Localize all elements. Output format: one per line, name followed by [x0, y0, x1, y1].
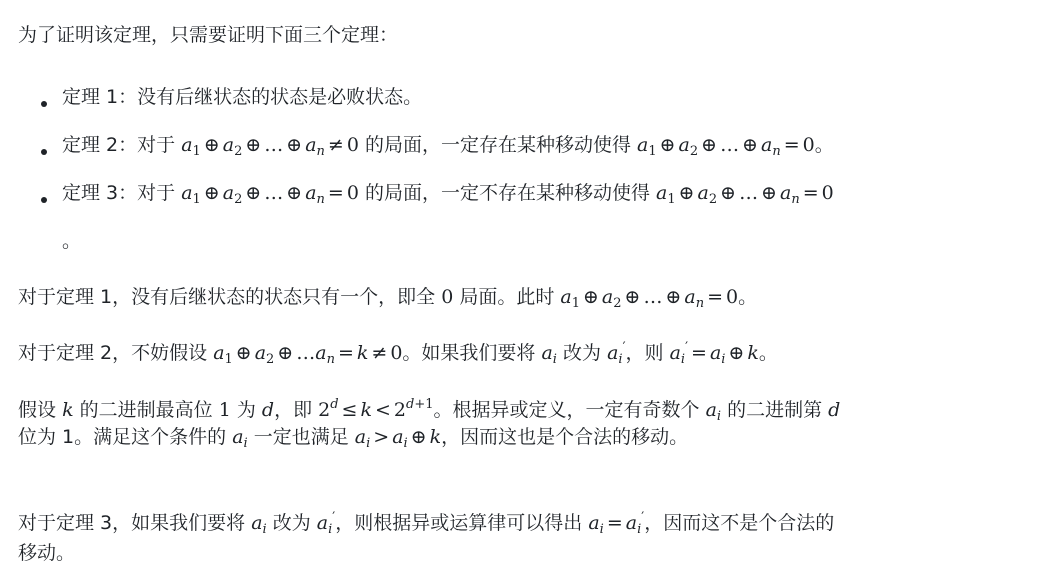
p1-text-b: 局面。此时 [459, 286, 555, 308]
theorem-2 [62, 131, 834, 159]
p4-text-c: ，则根据异或运算律可以得出 [335, 512, 583, 534]
math-d: d [261, 399, 275, 421]
p2-text-a: 对于定理 2，不妨假设 [18, 342, 208, 364]
theorem-2-mid: 的局面，一定存在某种移动使得 [364, 134, 631, 156]
math-xor-zero-b: $a_1$ ⊕ $a_2$ ⊕ … ⊕ $a_n = 0$ [656, 182, 834, 207]
paragraph-4-line-2: 移动。 [18, 542, 76, 564]
math-xor-zero: $a_1$ ⊕ $a_2$ ⊕ … ⊕ $a_n = 0$ [637, 134, 815, 159]
intro-text: 为了证明该定理，只需要证明下面三个定理： [18, 24, 399, 46]
p3-text-f: 的二进制第 [727, 399, 823, 421]
paragraph-3-line-2 [18, 423, 688, 451]
paragraph-1 [18, 283, 757, 311]
p2-text-b: 。如果我们要将 [402, 342, 536, 364]
math-ai-d: $a_i$ [251, 512, 267, 537]
math-ai-prime: $a_i'$ [607, 340, 626, 367]
math-ai-gt: $a_i > a_i$ ⊕ k [354, 426, 442, 451]
bullet-1 [41, 101, 47, 107]
theorem-1-text: 没有后继状态的状态是必败状态。 [137, 86, 423, 108]
math-ai-prime-b: $a_i'$ [316, 510, 336, 537]
p4-text-b: 改为 [272, 512, 311, 534]
p4-text-d: ，因而这不是个合法的 [644, 512, 835, 534]
math-xor-zero-a: $a_1$ ⊕ $a_2$ ⊕ … ⊕ $a_n = 0$ [181, 182, 359, 207]
theorem-2-end: 。 [814, 134, 834, 156]
bullet-3 [41, 197, 47, 203]
p3-text-g: 位为 1。满足这个条件的 [18, 426, 227, 448]
math-xor-nonzero: $a_1$ ⊕ $a_2$ ⊕ … ⊕ $a_n \ne 0$ [181, 134, 359, 159]
p3-text-d: ，即 [274, 399, 313, 421]
math-xor-zero-c: $a_1$ ⊕ $a_2$ ⊕ … ⊕ $a_n = 0$ [560, 286, 739, 311]
paragraph-4-line-1 [18, 509, 834, 537]
math-ai: $a_i$ [541, 342, 557, 367]
theorem-1-label: 定理 1： [62, 86, 138, 108]
p3-text-c: 为 [236, 399, 256, 421]
p1-text-a: 对于定理 1，没有后继状态的状态只有一个，即全 [18, 286, 436, 308]
theorem-1 [62, 83, 422, 111]
theorem-3-mid: 的局面，一定不存在某种移动使得 [364, 182, 650, 204]
p3-text-e: 。根据异或定义，一定有奇数个 [433, 399, 700, 421]
p1-text-c: 。 [738, 286, 758, 308]
p3-text-h: 一定也满足 [253, 426, 349, 448]
paragraph-3-line-1 [18, 396, 840, 424]
math-ai-eq: $a_i = a_i'$ [588, 510, 645, 537]
math-d-b: d [828, 399, 841, 421]
math-one: 1 [218, 399, 231, 421]
bullet-2 [41, 149, 47, 155]
math-range: $2^d \le k < 2^{d+1}$ [318, 397, 434, 421]
theorem-3-end: 。 [62, 230, 82, 252]
math-ai-prime-eq: $a_i' = a_i$ ⊕ k [669, 340, 759, 367]
paragraph-2 [18, 339, 778, 367]
math-k: k [62, 399, 74, 421]
theorem-2-label: 定理 2： [62, 134, 138, 156]
math-ai-c: $a_i$ [232, 426, 248, 451]
p3-text-b: 的二进制最高位 [79, 399, 213, 421]
p2-text-d: ，则 [625, 342, 664, 364]
theorem-3 [62, 179, 834, 207]
math-xor-k: $a_1$ ⊕ $a_2$ ⊕ $\dots a_n = k \ne 0$ [213, 342, 403, 367]
theorem-2-pre: 对于 [137, 134, 176, 156]
math-zero: 0 [441, 286, 454, 308]
theorem-3-label: 定理 3： [62, 182, 138, 204]
p3-text-a: 假设 [18, 399, 57, 421]
p3-text-i: ，因而这也是个合法的移动。 [441, 426, 689, 448]
p4-text-a: 对于定理 3，如果我们要将 [18, 512, 246, 534]
theorem-3-pre: 对于 [137, 182, 176, 204]
math-ai-b: $a_i$ [705, 399, 722, 424]
p2-text-e: 。 [758, 342, 778, 364]
p2-text-c: 改为 [563, 342, 602, 364]
